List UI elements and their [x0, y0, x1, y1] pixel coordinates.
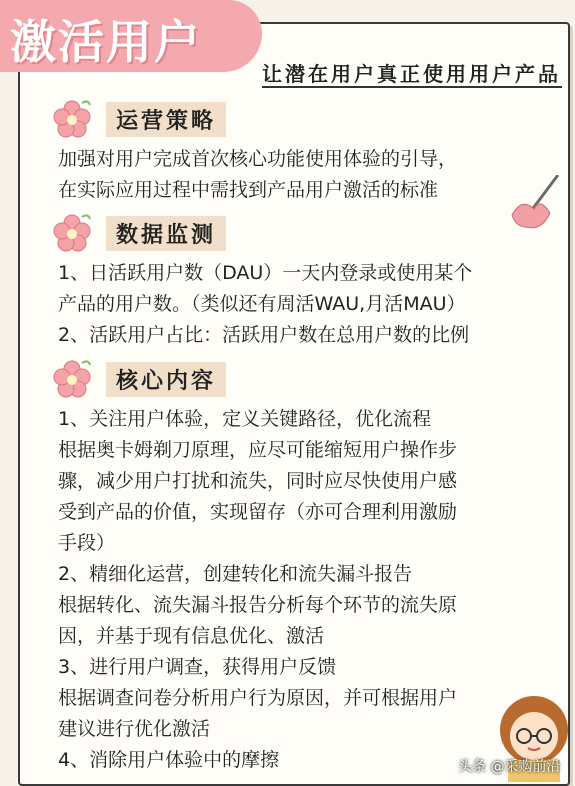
flower-icon [52, 99, 92, 139]
section-heading-label: 数据监测 [106, 216, 226, 251]
tulip-icon [508, 175, 570, 249]
section-heading-label: 核心内容 [106, 362, 226, 397]
body-line: 在实际应用过程中需找到产品用户激活的标准 [58, 179, 439, 201]
body-line: 1、日活跃用户数（DAU）一天内登录或使用某个 [58, 262, 473, 284]
body-line: 产品的用户数。（类似还有周活WAU,月活MAU） [58, 293, 466, 315]
body-line: 手段） [58, 532, 116, 554]
subtitle-underline [262, 86, 562, 88]
section-heading-label: 运营策略 [106, 102, 226, 137]
body-line: 根据转化、流失漏斗报告分析每个环节的流失原 [58, 594, 458, 616]
section-body-core [58, 404, 457, 776]
body-line: 2、精细化运营，创建转化和流失漏斗报告 [58, 563, 413, 585]
body-line: 3、进行用户调查，获得用户反馈 [58, 656, 337, 678]
body-line: 因，并基于现有信息优化、激活 [58, 625, 325, 647]
flower-icon [52, 213, 92, 253]
body-line: 建议进行优化激活 [58, 718, 211, 740]
page-title: 激活用户 [10, 15, 202, 69]
body-line: 受到产品的价值，实现留存（亦可合理利用激励 [58, 501, 458, 523]
section-heading-strategy [52, 98, 226, 140]
body-line: 骤，减少用户打扰和流失，同时应尽快使用户感 [58, 470, 458, 492]
body-line: 加强对用户完成首次核心功能使用体验的引导， [58, 148, 458, 170]
body-line: 4、消除用户体验中的摩擦 [58, 749, 280, 771]
body-line: 2、活跃用户占比：活跃用户数在总用户数的比例 [58, 324, 470, 346]
section-heading-core [52, 358, 226, 400]
flower-icon [52, 359, 92, 399]
body-line: 1、关注用户体验，定义关键路径，优化流程 [58, 408, 432, 430]
page-subtitle: 让潜在用户真正使用用户产品 [262, 62, 561, 86]
section-body-monitoring [58, 258, 472, 351]
body-line: 根据奥卡姆剃刀原理，应尽可能缩短用户操作步 [58, 439, 458, 461]
watermark: 头条 @采购前沿 [458, 759, 561, 775]
section-heading-monitoring [52, 212, 226, 254]
section-body-strategy [58, 144, 457, 206]
body-line: 根据调查问卷分析用户行为原因，并可根据用户 [58, 687, 458, 709]
title-bubble [0, 0, 262, 72]
